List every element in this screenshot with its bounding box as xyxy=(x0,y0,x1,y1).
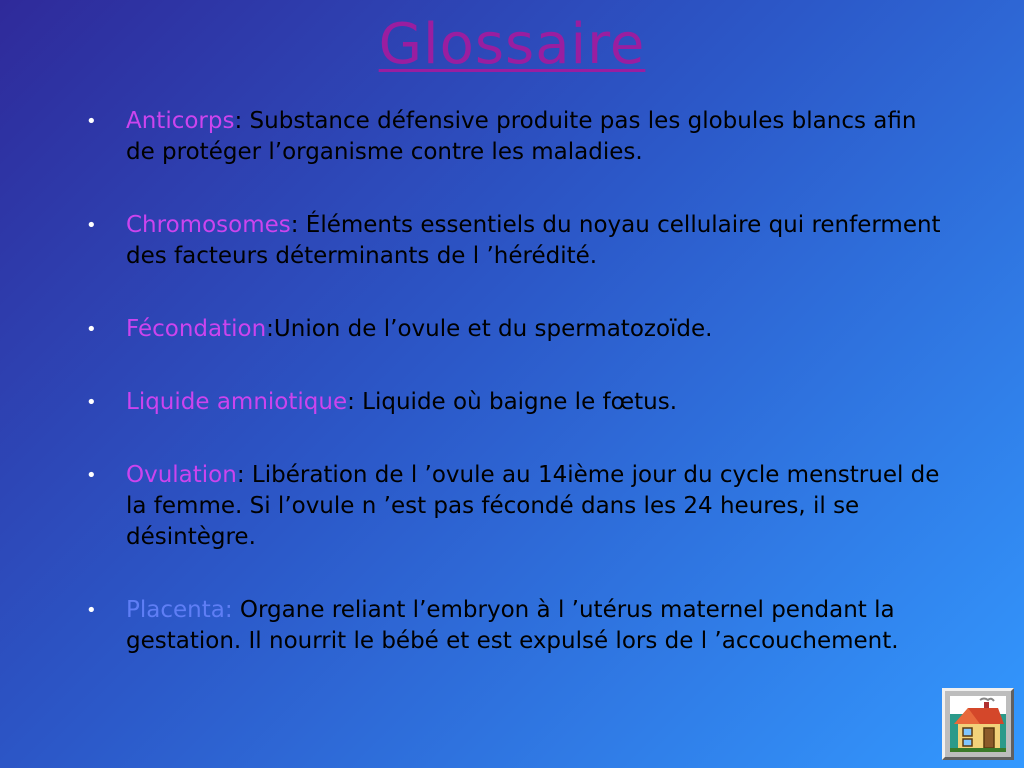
term-separator xyxy=(233,597,240,623)
glossary-item-anticorps xyxy=(82,106,942,168)
glossary-definition: Éléments essentiels du noyau cellulaire qui renferment des facteurs déterminants de l ’hérédité. xyxy=(126,212,941,269)
glossary-term: Anticorps xyxy=(126,108,235,134)
glossary-term: Liquide amniotique xyxy=(126,389,348,415)
term-separator: : xyxy=(234,108,250,134)
term-separator: : xyxy=(347,389,363,415)
house-icon xyxy=(950,696,1006,752)
glossary-item-chromosomes xyxy=(82,210,942,272)
home-button[interactable] xyxy=(942,688,1014,760)
glossary-definition: Liquide où baigne le fœtus. xyxy=(362,389,678,415)
bullet: • xyxy=(86,111,97,132)
term-separator: : xyxy=(290,212,306,238)
glossary-term: Fécondation xyxy=(126,316,267,342)
bullet: • xyxy=(86,465,97,486)
bullet: • xyxy=(86,392,97,413)
bullet: • xyxy=(86,319,97,340)
glossary-item-liquide-amniotique xyxy=(82,387,942,418)
glossary-definition: Union de l’ovule et du spermatozoïde. xyxy=(273,316,713,342)
term-separator: : xyxy=(236,462,252,488)
glossary-definition: Organe reliant l’embryon à l ’utérus maternel pendant la gestation. Il nourrit le bébé et est expulsé lors de l ’accouchement. xyxy=(126,597,899,654)
glossary-term: Chromosomes xyxy=(126,212,291,238)
glossary-item-placenta xyxy=(82,595,942,657)
bullet: • xyxy=(86,600,97,621)
glossary-item-fecondation xyxy=(82,314,942,345)
glossary-item-ovulation xyxy=(82,460,942,553)
glossary-definition: Substance défensive produite pas les globules blancs afin de protéger l’organisme contre les maladies. xyxy=(126,108,917,165)
page-title: Glossaire xyxy=(378,12,646,77)
bullet: • xyxy=(86,215,97,236)
glossary-definition: Libération de l ’ovule au 14ième jour du cycle menstruel de la femme. Si l’ovule n ’est pas fécondé dans les 24 heures, il se désintègre. xyxy=(126,462,940,550)
term-separator: : xyxy=(266,316,274,342)
glossary-term: Ovulation xyxy=(126,462,237,488)
glossary-term: Placenta: xyxy=(126,597,233,623)
glossary-list xyxy=(82,106,942,699)
